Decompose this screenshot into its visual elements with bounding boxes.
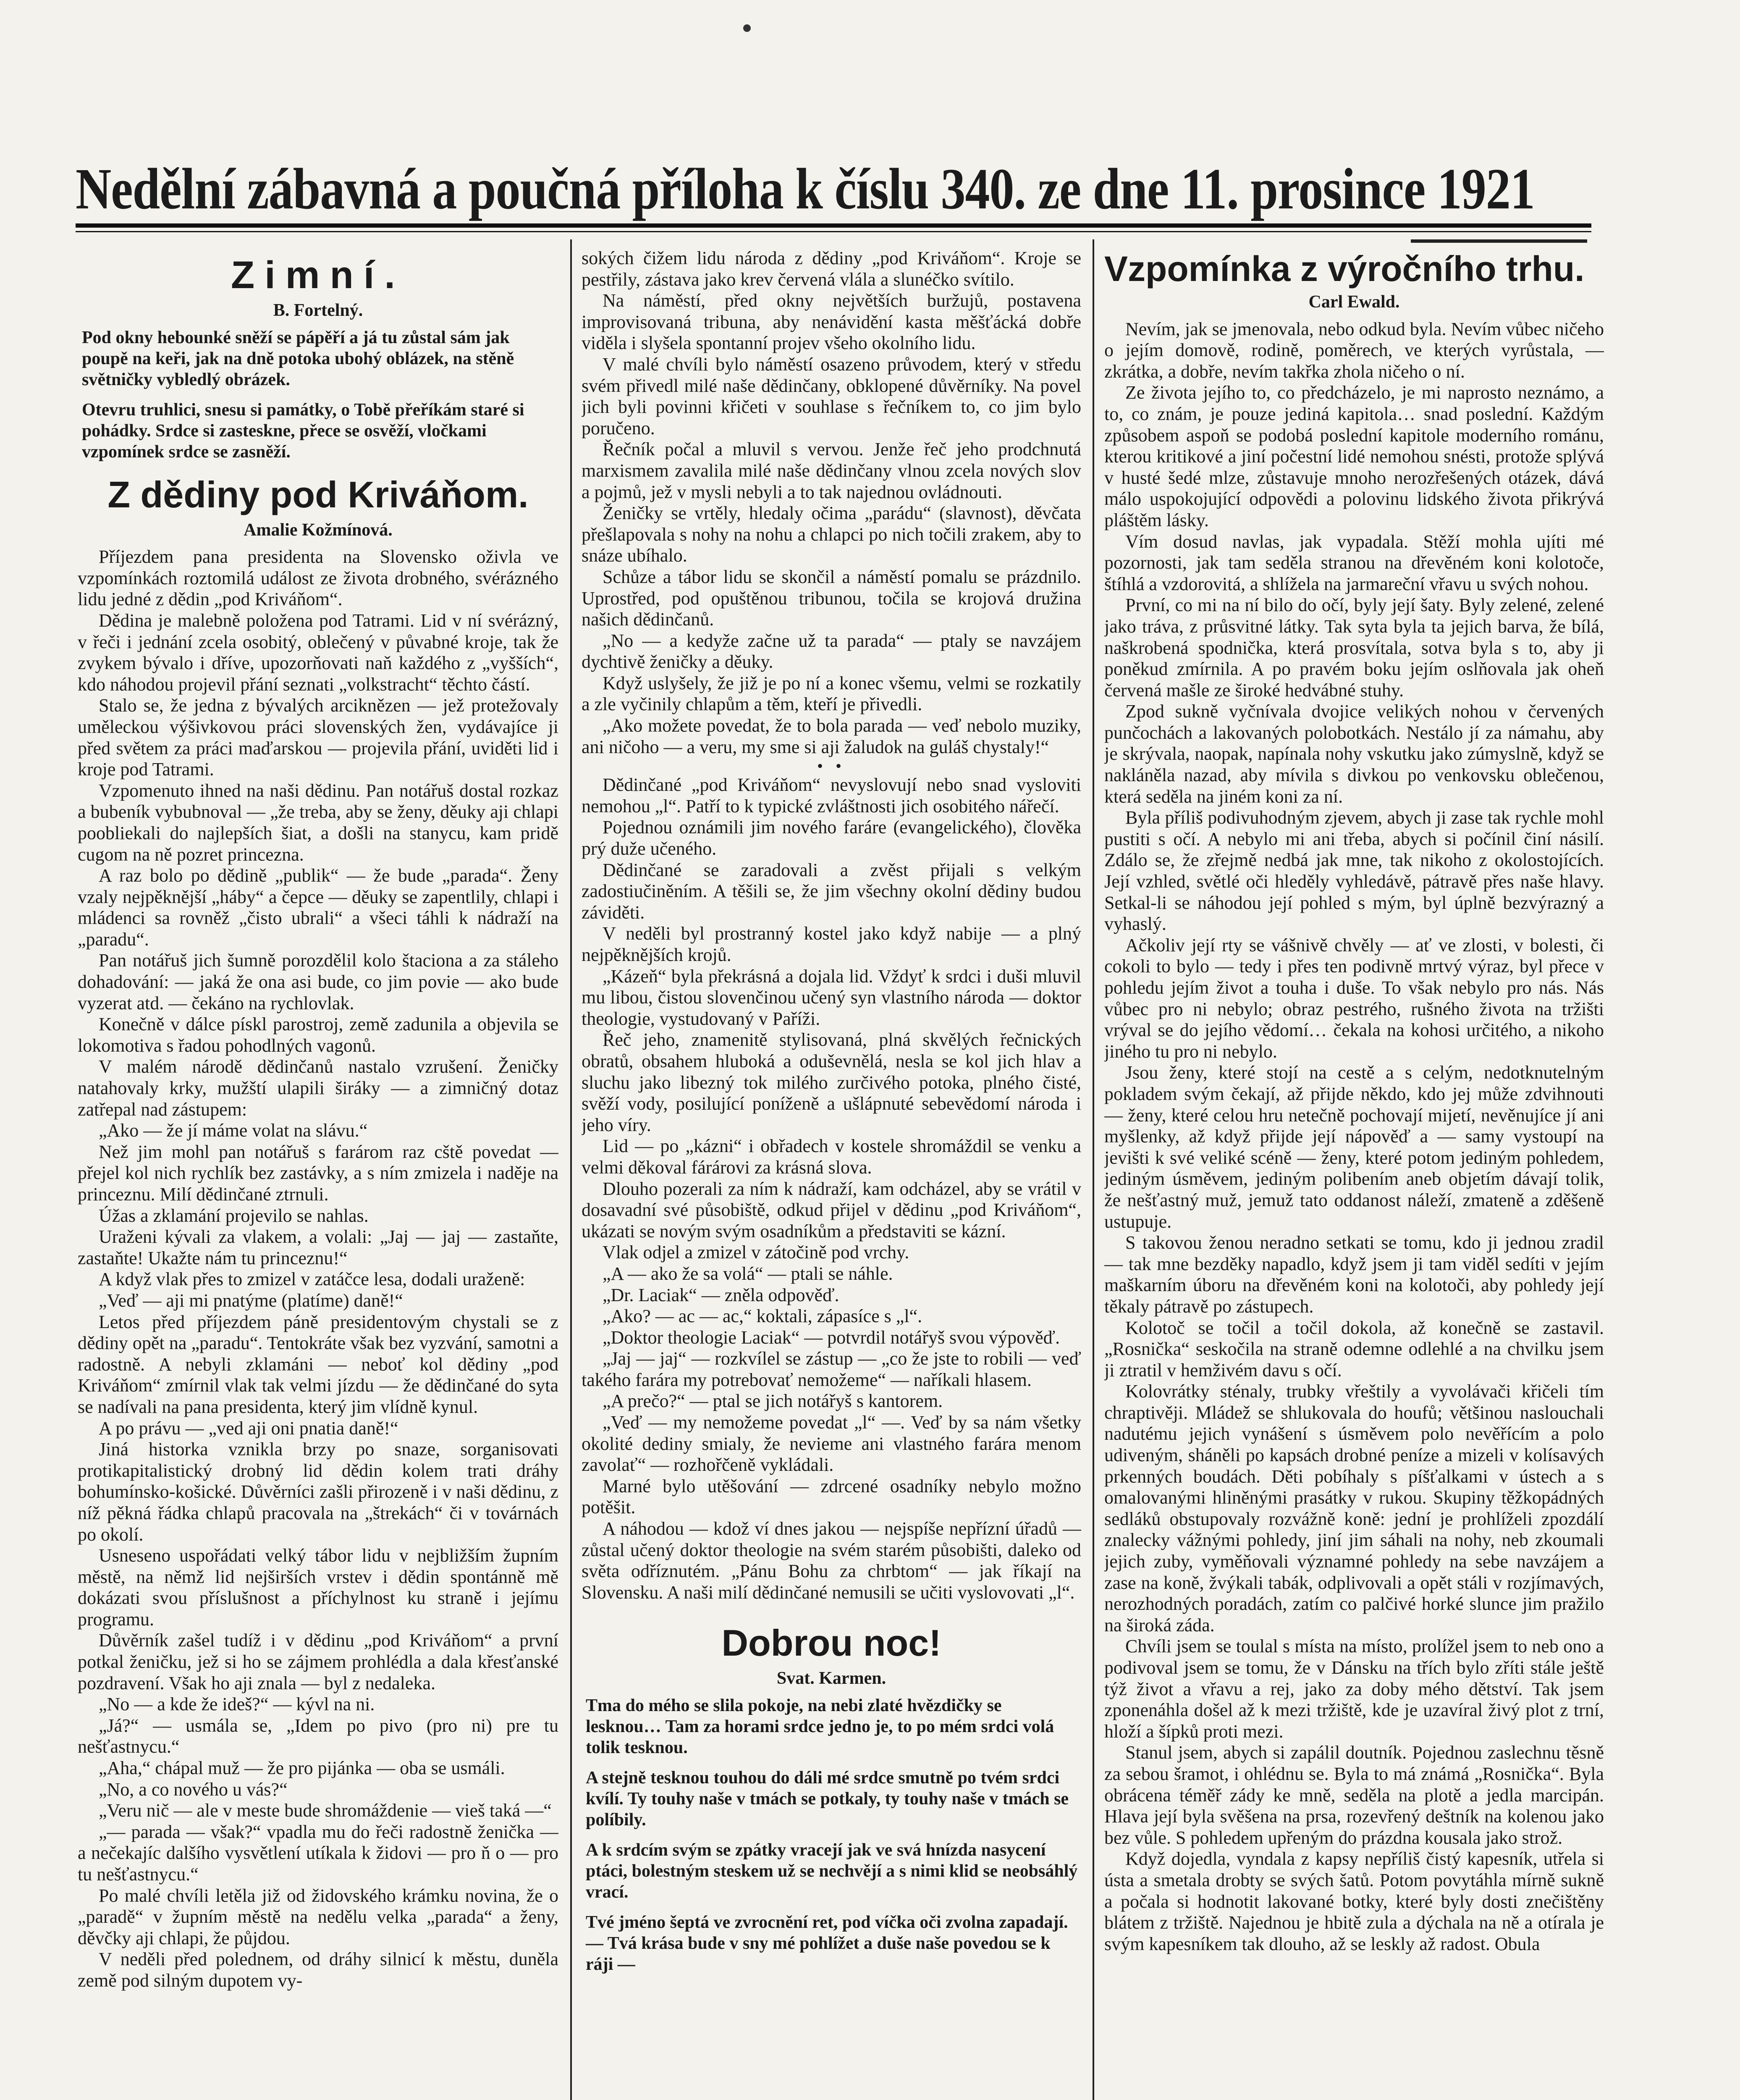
story-author: Amalie Kožmínová.: [244, 520, 393, 540]
paragraph: V neděli před polednem, od dráhy silnicí k městu, duněla země pod silným dupotem vy-: [78, 1949, 558, 1991]
paragraph: Kolotoč se točil a točil dokola, až konečně se zastavil. „Rosnička“ seskočila na straně odemne odlehlé a na chvilku jsem ji ztratil v hemživém davu s očí.: [1104, 1317, 1604, 1381]
paragraph: Ačkoliv její rty se vášnivě chvěly — ať ve zlosti, v bolesti, či cokoli to bylo — tedy i přes ten podivně mrtvý výraz, byl přece v pohledu jejím život a touha i duše. To však nebylo pro nás. Nás vůbec pro ni nebylo; obraz pestrého, rušného života na tržišti vrýval se do jejího vědomí… čekala na kohosi určitého, a nikoho jiného tu pro ni nebylo.: [1104, 934, 1604, 1062]
paragraph: Stanul jsem, abych si zapálil doutník. Pojednou zaslechnu těsně za sebou šramot, i ohlédnu se. Byla to má známá „Rosnička“. Byla obrácena téměř zády ke mně, seděla na plotě a jedla marcipán. Hlava její byla svěšena na prsa, rozevřený deštník na kolenou jako bez vůle. S pohledem upřeným do prázdna kousala jako strož.: [1104, 1742, 1604, 1848]
paragraph: „Kázeň“ byla překrásná a dojala lid. Vždyť k srdci i duši mluvil mu libou, čistou slovenčinou učený syn vlastního národa — doktor theologie, vystudovaný v Paříži.: [582, 966, 1081, 1029]
paragraph: Letos před příjezdem páně presidentovým chystali se z dědiny opět na „paradu“. Tentokráte však bez vyzvání, samotni a radostně. A nebyli zklamáni — neboť kol dědiny „pod Kriváňom“ zmírnil vlak tak velmi jízdu — že dědinčané do syta se nadívali na pana presidenta, který jim vlídně kynul.: [78, 1311, 558, 1417]
paragraph: „Jaj — jaj“ — rozkvílel se zástup — „co že jste to robili — veď takého farára my potrebovať nemožeme“ — naříkali hlasem.: [582, 1348, 1081, 1390]
paragraph: Vzpomenuto ihned na naši dědinu. Pan notářuš dostal rozkaz a bubeník vybubnoval — „že treba, aby se ženy, děuky aji chlapi poobliekali do najlepších šiat, a došli na stanycu, kam pridě cugom na ně pozret princezna.: [78, 780, 558, 865]
paragraph: Po malé chvíli letěla již od židovského krámku novina, že o „paradě“ v župním městě na nedělu velka „parada“ a ženy, děvčky aji chlapi, že půjdou.: [78, 1885, 558, 1948]
paragraph: Dědinčané se zaradovali a zvěst přijali s velkým zadostiučiněním. A těšili se, že jim všechny okolní dědiny budou záviděti.: [582, 859, 1081, 923]
paragraph: A náhodou — kdož ví dnes jakou — nejspíše nepřízní úřadů — zůstal učený doktor theologie na svém starém působišti, daleko od světa odříznutém. „Pánu Bohu za chrbtom“ — jak říkají na Slovensku. A naši milí dědinčané nemusili se učiti vyslovovati „l“.: [582, 1518, 1081, 1603]
column-middle: [582, 248, 1081, 2100]
paragraph: Když dojedla, vyndala z kapsy nepříliš čistý kapesník, utřela si ústa a smetala drobty se svých šatů. Potom povytáhla mírně sukně a počala si hodnotit lakované botky, které byly dosti znečištěny blátem z tržiště. Najednou je hbitě zula a dýchala na ně a otírala je svým kapesníkem tak dlouho, až se leskly až radost. Obula: [1104, 1848, 1604, 1954]
paragraph: Zpod sukně vyčnívala dvojice velikých nohou v červených punčochách a lakovaných polobotkách. Nestálo jí za námahu, aby je skrývala, naopak, napínala nohy vskutku jako zúmyslně, když se nakláněla nazad, aby mívila s divkou po venkovsku oblečenou, která seděla na jiném koni za ní.: [1104, 701, 1604, 807]
paragraph: Pojednou oznámili jim nového faráre (evangelického), člověka prý duže učeného.: [582, 817, 1081, 859]
section-separator: • •: [817, 756, 846, 776]
paragraph: A po právu — „ved aji oni pnatia daně!“: [99, 1418, 398, 1438]
paragraph: Ze života jejího to, co předcházelo, je mi naprosto neznámo, a to, co znám, je pouze jediná kapitola… snad poslední. Každým způsobem aspoň se podobá poslední kapitole moderního románu, kterou kritikové a jiní počestní lidé nemohou snésti, protože splývá v husté šedé mlze, zůstavuje mnoho nerozřešených otázek, dává málo uspokojující odpovědi a polovinu lidského života přikrývá pláštěm lásky.: [1104, 382, 1604, 530]
paragraph: Řeč jeho, znamenitě stylisovaná, plná skvělých řečnických obratů, obsahem hluboká a oduševnělá, nesla se kol jich hlav a sluchu jako libezný tok milého zurčivého potoka, plného čisté, svěží vody, posilující poníženě a ušlápnuté sebevědomí národa i jeho víry.: [582, 1029, 1081, 1135]
paragraph: V malém národě dědinčanů nastalo vzrušení. Ženičky natahovaly krky, mužští ulapili širáky — a zimničný dotaz zatřepal nad zástupem:: [78, 1056, 558, 1120]
masthead: Nedělní zábavná a poučná příloha k číslu 340. ze dne 11. prosince 1921: [76, 156, 1535, 221]
paragraph: „Dr. Laciak“ — zněla odpověď.: [603, 1284, 839, 1305]
paragraph: Řečník počal a mluvil s vervou. Jenže řeč jeho prodchnutá marxismem zavalila milé naše dědinčany vlnou zcela nových slov a pojmů, jež v mysli nebyli a to tak najednou ovládnouti.: [582, 439, 1081, 502]
paragraph: A raz bolo po dědině „publik“ — že bude „parada“. Ženy vzaly nejpěknější „háby“ a čepce — děuky se zapentlily, chlapi i mládenci sa rovněž „čisto ubrali“ a všeci táhli k nádraží na „paradu“.: [78, 865, 558, 950]
paragraph: Ženičky se vrtěly, hledaly očima „parádu“ (slavnost), děvčata přešlapovala s nohy na nohu a chlapci po nich točili zrakem, aby to snáze ubíhalo.: [582, 503, 1081, 566]
poem-text: Pod okny hebounké sněží se pápěří a já tu zůstal sám jak poupě na keři, jak na dně potoka ubohý oblázek, na stěně světničky vybledlý obrázek.: [82, 328, 514, 389]
poem-text: Otevru truhlici, snesu si památky, o Tobě přeříkám staré si pohádky. Srdce si zasteskne, přece se osvěží, vločkami vzpomínek srdce se zasněží.: [82, 400, 524, 462]
paragraph: „No, a co nového u vás?“: [99, 1779, 288, 1800]
ink-spot: [743, 24, 751, 32]
poem-text: A k srdcím svým se zpátky vracejí jak ve svá hnízda nasycení ptáci, bolestným steskem už se nechvějí a s nimi klid se neobsáhlý vrací.: [586, 1840, 1078, 1902]
dash-ornament: [1411, 239, 1587, 243]
poem-title: Dobrou noc!: [721, 1622, 941, 1664]
poem-stanza: [82, 399, 558, 462]
poem-stanza: [586, 1840, 1081, 1903]
masthead-rule: [76, 223, 1591, 228]
paragraph: „Doktor theologie Laciak“ — potvrdil notářyš svou výpověď.: [603, 1327, 1060, 1348]
paragraph: Pan notářuš jich šumně porozdělil kolo štaciona a za stáleho dohadování: — jaká že ona asi bude, co jim povie — ako bude vyzerat atd. — čekáno na rychlovlak.: [78, 950, 558, 1013]
paragraph: „Ako — že jí máme volat na slávu.“: [99, 1120, 368, 1141]
paragraph: „A — ako že sa volá“ — ptali se náhle.: [603, 1263, 893, 1284]
paragraph: Stalo se, že jedna z bývalých arciknězen — jež protežovaly uměleckou výšivkovou práci slovenských žen, vydávajíce ji před světem za práci maďarskou — projevila přání, uviděti lid i kroje pod Tatrami.: [78, 695, 558, 780]
column-divider: [1093, 239, 1094, 2100]
poem-text: Tvé jméno šeptá ve zvrocnění ret, pod víčka oči zvolna zapadají. — Tvá krása bude v sny mé pohlížet a duše naše povedou se k ráji —: [586, 1913, 1068, 1974]
column-right: [1104, 248, 1604, 2100]
poem-text: A stejně tesknou touhou do dáli mé srdce smutně po tvém srdci kvílí. Ty touhy naše v tmách se potkaly, ty touhy naše v tmách se políbily.: [586, 1768, 1069, 1830]
paragraph: Dědina je malebně položena pod Tatrami. Lid v ní svérázný, v řeči i jednání zcela osobitý, oblečený v půvabné kroje, tak že zvykem bývalo i dříve, upozorňovati naň každého z „vyšších“, kdo náhodou projevil přání seznati „volkstracht“ těchto částí.: [78, 610, 558, 695]
article-author: Carl Ewald.: [1308, 292, 1400, 312]
paragraph: „Aha,“ chápal muž — že pro pijánka — oba se usmáli.: [99, 1758, 505, 1779]
poem-author: B. Fortelný.: [273, 301, 363, 320]
poem-stanza: [586, 1767, 1081, 1830]
paragraph: Schůze a tábor lidu se skončil a náměstí pomalu se prázdnilo. Uprostřed, pod opuštěnou tribunou, točila se krojová družina našich dědinčanů.: [582, 566, 1081, 630]
column-divider: [570, 239, 572, 2100]
paragraph: Uraženi kývali za vlakem, a volali: „Jaj — jaj — zastaňte, zastaňte! Ukažte nám tu princeznu!“: [78, 1226, 558, 1268]
paragraph: „No — a kde že ideš?“ — kývl na ni.: [99, 1694, 375, 1715]
paragraph: Vím dosud navlas, jak vypadala. Stěží mohla ujíti mé pozornosti, jak tam seděla stranou na dřevěném koni kolotoče, štíhlá a vzdorovitá, a shlížela na jarmareční vřavu u svých nohou.: [1104, 531, 1604, 594]
paragraph: Úžas a zklamání projevilo se nahlas.: [99, 1205, 369, 1226]
paragraph: Byla příliš podivuhodným zjevem, abych ji zase tak rychle mohl pustiti s očí. A nebylo mi ani třeba, abych si počínil činí násilí. Zdálo se, že zřejmě nedbá jak mne, tak nikoho z okolostojících. Její vzhled, světlé oči hleděly vyhledávě, pátravě přes naše hlavy. Setkal-li se náhodou její pohled s mým, byl úplně bezvýrazný a vyhaslý.: [1104, 807, 1604, 934]
paragraph: Chvíli jsem se toulal s místa na místo, prolížel jsem to neb ono a podivoval jsem se tomu, že v Dánsku na třích bylo zříti stále ještě týž život a vřavu a rej, jako za doby mého dětství. Tak jsem zponenáhla došel až k mezi tržiště, kde je uzavíral živý plot z trní, hloží a šípků proti mezi.: [1104, 1636, 1604, 1742]
paragraph: Vlak odjel a zmizel v zátočině pod vrchy.: [603, 1242, 909, 1263]
article-title: Vzpomínka z výročního trhu.: [1104, 249, 1585, 289]
paragraph: „Veru nič — ale v meste bude shromáždenie — vieš taká —“: [99, 1800, 552, 1821]
column-left: [78, 248, 558, 2100]
story-title: Z dědiny pod Kriváňom.: [107, 473, 529, 515]
paragraph: Dědinčané „pod Kriváňom“ nevyslovují nebo snad vysloviti nemohou „l“. Patří to k typické zvláštnosti jich osobitého nářečí.: [582, 774, 1081, 816]
paragraph: Nevím, jak se jmenovala, nebo odkud byla. Nevím vůbec ničeho o jejím domově, rodině, poměrech, ve kterých vyrůstala, — zkrátka, a dobře, nevím takřka zhola ničeho o ní.: [1104, 318, 1604, 382]
paragraph: První, co mi na ní bilo do očí, byly její šaty. Byly zelené, zelené jako tráva, z průsvitné látky. Tak syta byla ta jejich barva, že bílá, naškrobená spodnička, která prosvítala, sotva byla s to, aby ji poněkud zmírnila. A po pravém boku jejím oslňovala jak oheň červená mašle ze široké hedvábné stuhy.: [1104, 595, 1604, 701]
paragraph: Lid — po „kázni“ i obřadech v kostele shromáždil se venku a velmi děkoval fárárovi za krásná slova.: [582, 1136, 1081, 1178]
paragraph: Když uslyšely, že již je po ní a konec všemu, velmi se rozkatily a zle vyčinily chlapům a těm, kteří je přivedli.: [582, 672, 1081, 715]
paragraph: S takovou ženou neradno setkati se tomu, kdo ji jednou zradil — tak mne bezděky napadlo, když jsem ji tam viděl sedíti v jejím maškarním úboru na dřevěném koni na kolotoči, aby pohledy její těkaly pátravě po zástupech.: [1104, 1232, 1604, 1317]
paragraph: Důvěrník zašel tudíž i v dědinu „pod Kriváňom“ a první potkal ženičku, jež si ho se zájmem prohlédla a dala křesťanské pozdravení. Však ho aji znala — byl z nedaleka.: [78, 1630, 558, 1693]
poem-stanza: [586, 1695, 1081, 1758]
paragraph: Jsou ženy, které stojí na cestě a s celým, nedotknutelným pokladem svým čekají, až přijde někdo, kdo jej může zdvihnouti — ženy, které celou hru netečně pochovají mijetí, nevěnujíce jí ani myšlenky, až když přijde její nápověď a — samy vystoupí na jevišti k své veliké scéně — ženy, které potom jediným pohledem, jediným úsměvem, jediným polibením aneb objetím dávají tolik, že nešťastný muž, jemuž tato oddanost náleží, zmateně a zděšeně ustupuje.: [1104, 1062, 1604, 1232]
paragraph: V malé chvíli bylo náměstí osazeno průvodem, který v středu svém přivedl milé naše dědinčany, obklopené důvěrníky. Na povel jich byli povinni křičeti v souhlase s řečníkem to, co jim bylo poručeno.: [582, 354, 1081, 438]
paragraph: Usneseno uspořádati velký tábor lidu v nejbližším župním městě, na němž lid nejširších vrstev i dědin spontánně mě dokázati svou příslušnost a příchylnost ku straně i jejímu programu.: [78, 1545, 558, 1630]
paragraph: Na náměstí, před okny největších buržujů, postavena improvisovaná tribuna, aby nenávidění kasta měšťácká dobře viděla i slyšela spontanní projev všeho okolního lidu.: [582, 290, 1081, 354]
paragraph: Příjezdem pana presidenta na Slovensko oživla ve vzpomínkách roztomilá událost ze života drobného, svérázného lidu jedné z dědin „pod Kriváňom“.: [78, 546, 558, 610]
poem-stanza: [82, 327, 558, 390]
paragraph: „Ako možete povedat, že to bola parada — veď nebolo muziky, ani ničoho — a veru, my sme si aji žaludok na guláš chystaly!“: [582, 715, 1081, 757]
paragraph: „— parada — však?“ vpadla mu do řeči radostně ženička — a nečekajíc dalšího vysvětlení utíkala k židovi — pro ň o — pro tu nešťastnycu.“: [78, 1821, 558, 1885]
poem-text: Tma do mého se slila pokoje, na nebi zlaté hvězdičky se lesknou… Tam za horami srdce jedno je, to po mém srdci volá tolik tesknou.: [586, 1696, 1054, 1757]
paragraph: Jiná historka vznikla brzy po snaze, sorganisovati protikapitalistický drobný lid dědin kolem trati dráhy bohumínsko-košické. Důvěrníci zašli přirozeně i v naši dědinu, z níž pěkná řádka chlapů pracovala na „štrekách“ či v továrnách po okolí.: [78, 1439, 558, 1545]
paragraph: Než jim mohl pan notářuš s farárom raz cště povedat — přejel kol nich rychlík bez zastávky, a s ním zmizela i naděje na princeznu. Milí dědinčané ztrnuli.: [78, 1141, 558, 1205]
paragraph: „A prečo?“ — ptal se jich notářyš s kantorem.: [603, 1391, 943, 1412]
poem-author: Svat. Karmen.: [776, 1669, 886, 1688]
poem-title: Zimní.: [231, 254, 405, 297]
masthead-rule-thin: [76, 231, 1591, 232]
paragraph: „Veď — aji mi pnatýme (platíme) daně!“: [99, 1290, 403, 1311]
paragraph: Marné bylo utěšování — zdrcené osadníky nebylo možno potěšit.: [582, 1475, 1081, 1518]
paragraph: „Já?“ — usmála se, „Idem po pivo (pro ni) pre tu nešťastnycu.“: [78, 1715, 558, 1757]
paragraph: V neděli byl prostranný kostel jako když nabije — a plný nejpěknějších krojů.: [582, 923, 1081, 965]
paragraph: sokých čižem lidu národa z dědiny „pod Kriváňom“. Kroje se pestřily, zástava jako krev červená vlála a slunéčko svítilo.: [582, 248, 1081, 290]
poem-stanza: [586, 1912, 1081, 1975]
paragraph: Konečně v dálce pískl parostroj, země zadunila a objevila se lokomotiva s řadou pohodlných vagonů.: [78, 1014, 558, 1056]
paragraph: Dlouho pozerali za ním k nádraží, kam odcházel, aby se vrátil v dosavadní své působiště, odkud přijel v dědinu „pod Kriváňom“, ukázati se novým svým osadníkům a představiti se kázní.: [582, 1178, 1081, 1242]
paragraph: „Ako? — ac — ac,“ koktali, zápasíce s „l“.: [603, 1306, 922, 1327]
paragraph: „No — a kedyže začne už ta parada“ — ptaly se navzájem dychtivě ženičky a děuky.: [582, 630, 1081, 672]
paragraph: „Veď — my nemožeme povedat „l“ —. Veď by sa nám všetky okolité dediny smialy, že nevieme ani vlastného farára menom zavolať“ — rozhořčeně vykládali.: [582, 1412, 1081, 1475]
paragraph: Kolovrátky sténaly, trubky vřeštily a vyvolávači křičeli tím chraptivěji. Mládež se shlukovala do houfů; většinou naslouchali nadutému jejich vynášení s úsměvem polo nevěřícím a polo udiveným, sháněli po kapsách drobné peníze a mizeli v kolísavých prkenných boudách. Děti pobíhaly s píšťalkami v ústech a s omalovanými hliněnými prasátky v rukou. Skupiny těžkopádných sedláků obstupovaly rozvážně koně: jední je prohlíželi zpozdálí znalecky vážnými pohledy, jiní jim sáhali na nohy, neb zkoumali jejich zuby, vyměňovali významné pohledy na sebe navzájem a zase na koně, žvýkali tabák, odplivovali a opět stáli v rozjímavých, nerozhodných poradách, zatím co palčivé horké slunce jim pražilo na široká záda.: [1104, 1381, 1604, 1635]
paragraph: A když vlak přes to zmizel v zatáčce lesa, dodali uraženě:: [99, 1269, 525, 1290]
